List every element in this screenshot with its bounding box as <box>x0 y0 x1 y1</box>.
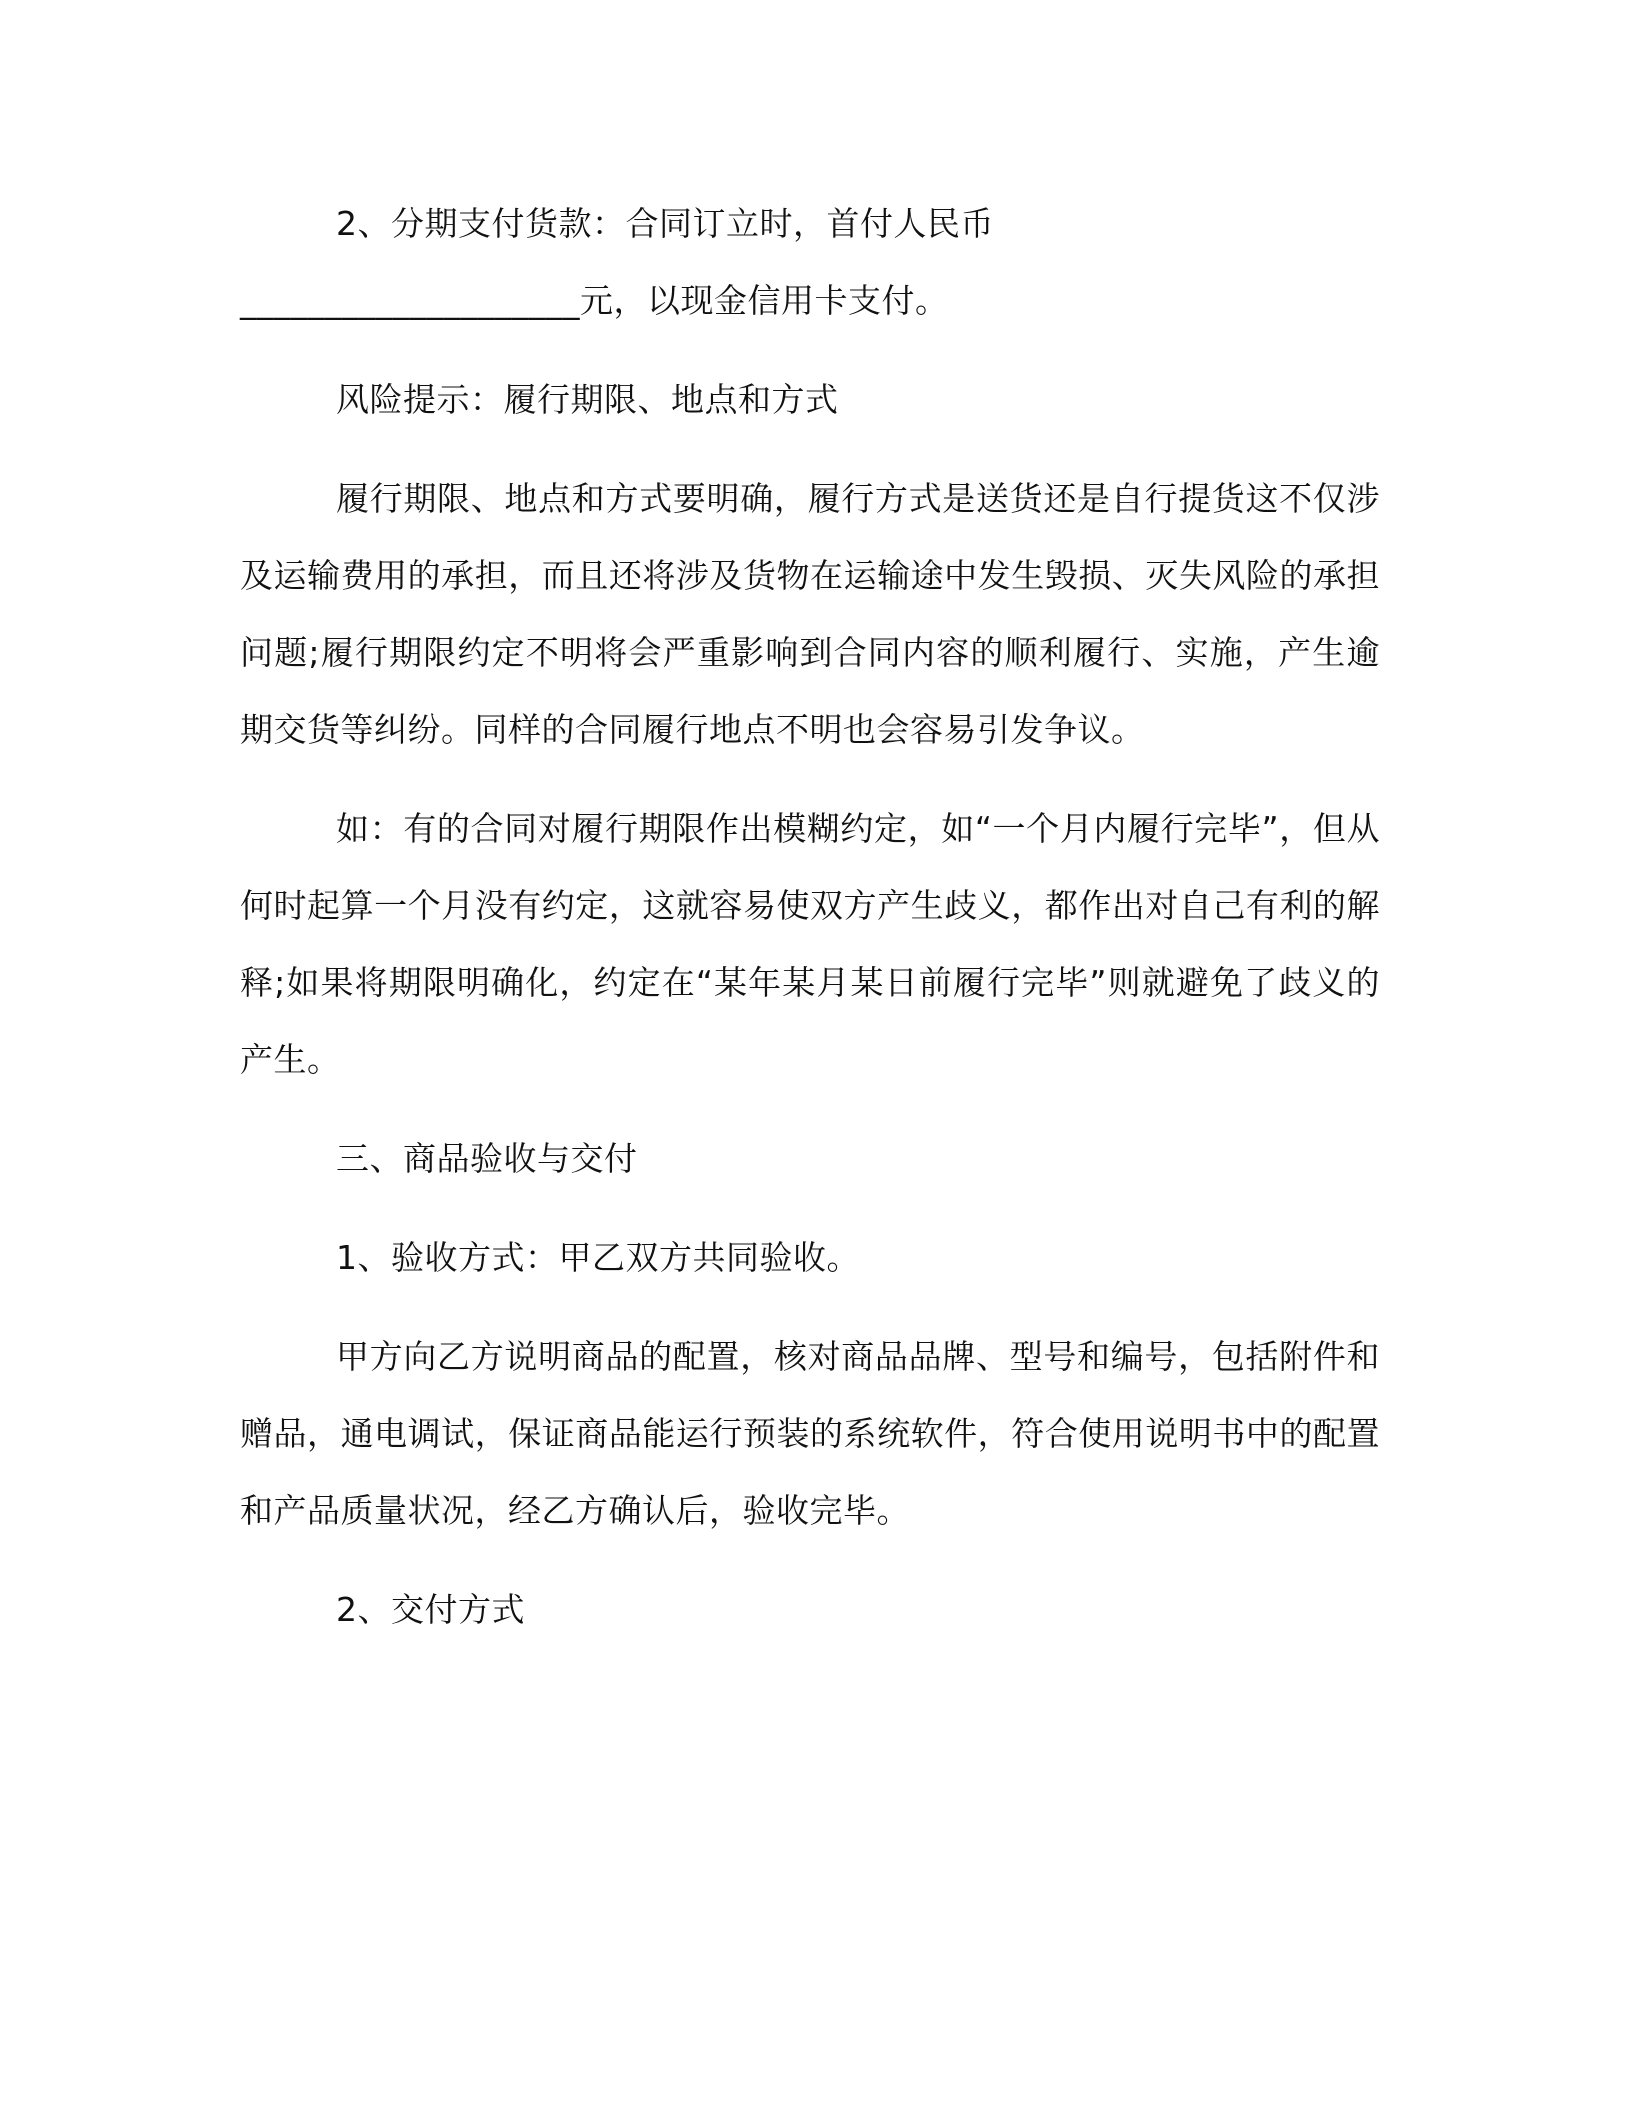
section-three-heading: 三、商品验收与交付 <box>336 1139 638 1178</box>
delivery-method-heading: 2、交付方式 <box>336 1590 525 1629</box>
performance-terms-paragraph: 履行期限、地点和方式要明确，履行方式是送货还是自行提货这不仅涉及运输费用的承担，而且还将涉及货物在运输途中发生毁损、灭失风险的承担问题;履行期限约定不明将会严重影响到合同内容的顺利履行、实施，产生逾期交货等纠纷。同样的合同履行地点不明也会容易引发争议。 <box>240 479 1380 749</box>
document-body <box>240 185 1380 1670</box>
risk-warning-heading: 风险提示：履行期限、地点和方式 <box>336 380 839 419</box>
acceptance-method-clause: 1、验收方式：甲乙双方共同验收。 <box>336 1238 860 1277</box>
installment-payment-clause: 2、分期支付货款：合同订立时，首付人民币 <box>336 204 994 243</box>
installment-payment-amount-line: ____________________元，以现金信用卡支付。 <box>240 281 949 320</box>
example-paragraph: 如：有的合同对履行期限作出模糊约定，如“一个月内履行完毕”，但从何时起算一个月没有约定，这就容易使双方产生歧义，都作出对自己有利的解释;如果将期限明确化，约定在“某年某月某日前履行完毕”则就避免了歧义的产生。 <box>240 809 1380 1079</box>
acceptance-details-paragraph: 甲方向乙方说明商品的配置，核对商品品牌、型号和编号，包括附件和赠品，通电调试，保证商品能运行预装的系统软件，符合使用说明书中的配置和产品质量状况，经乙方确认后，验收完毕。 <box>240 1337 1380 1530</box>
